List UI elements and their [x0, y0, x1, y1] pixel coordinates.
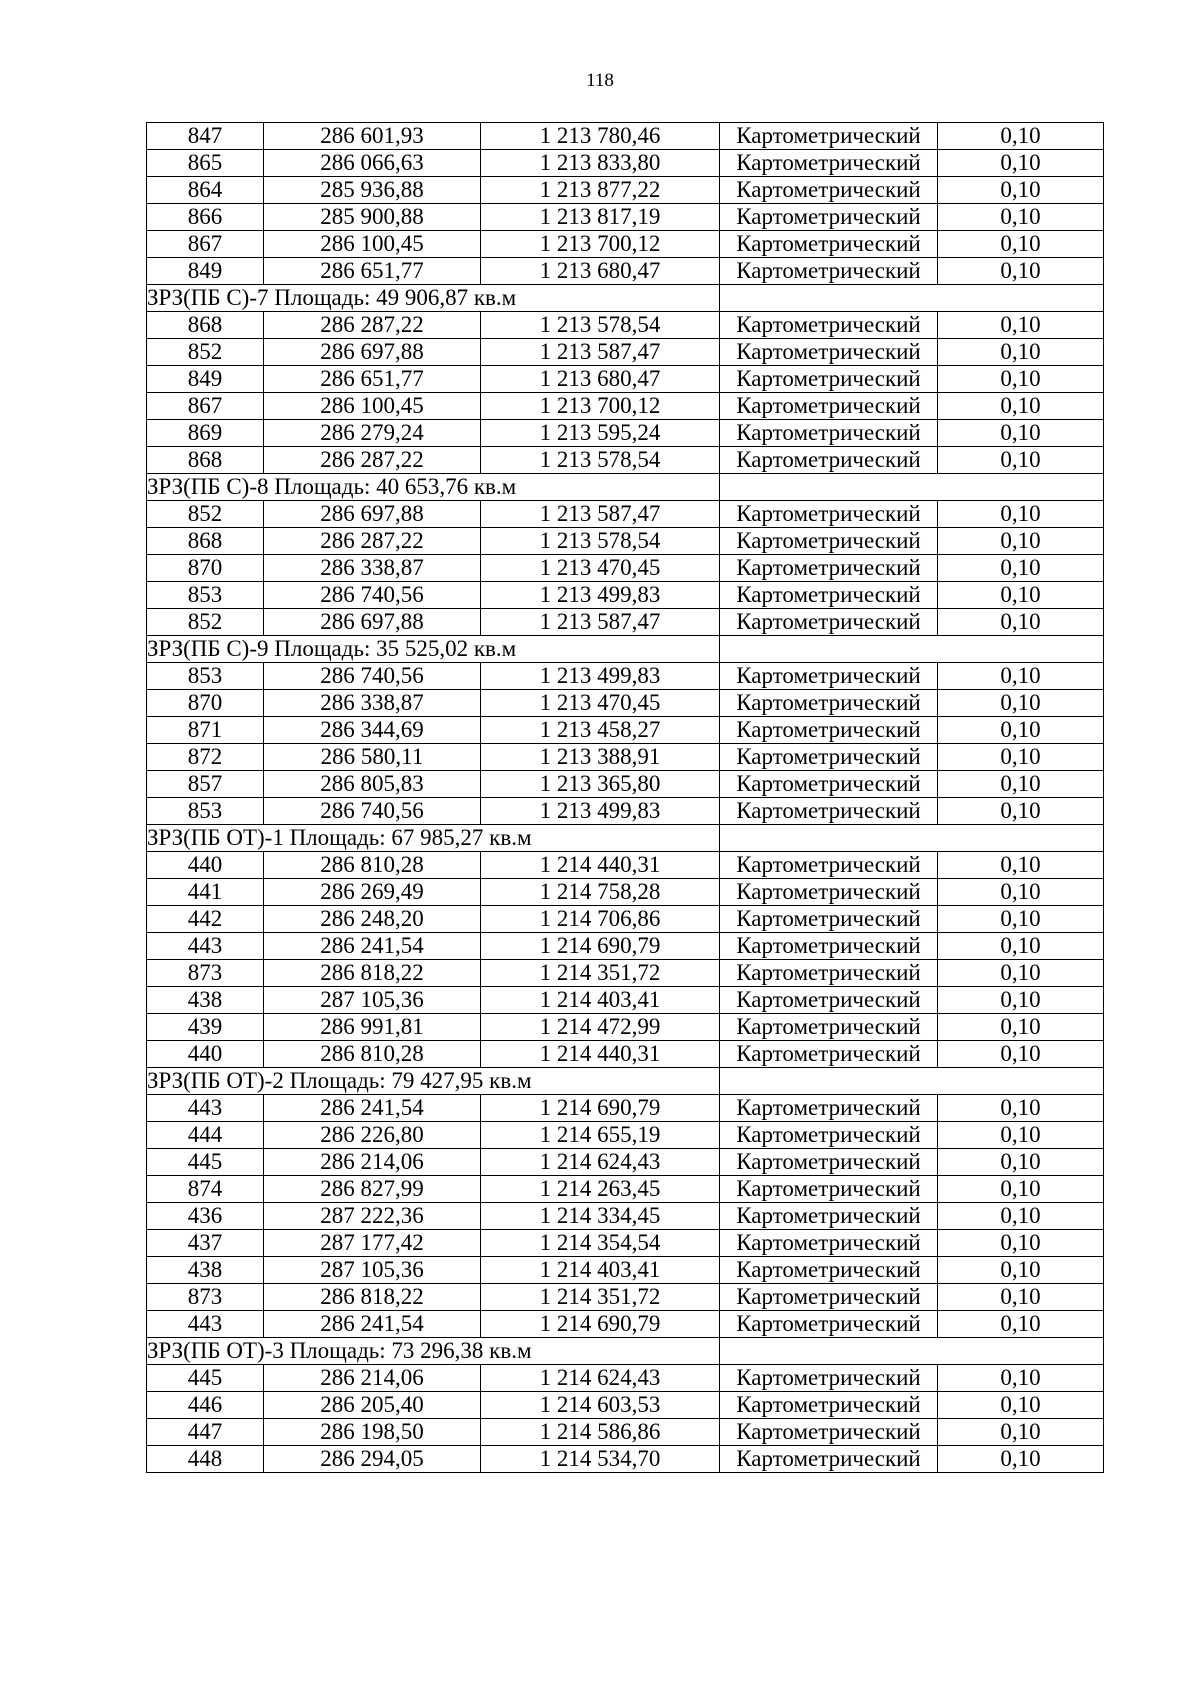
- y-coordinate-cell: 1 213 587,47: [481, 609, 720, 636]
- accuracy-cell: 0,10: [938, 690, 1104, 717]
- y-coordinate-cell: 1 214 351,72: [481, 960, 720, 987]
- accuracy-cell: 0,10: [938, 852, 1104, 879]
- table-row: [147, 528, 1104, 555]
- point-number-cell: 447: [147, 1419, 264, 1446]
- accuracy-cell: 0,10: [938, 312, 1104, 339]
- point-number-cell: 871: [147, 717, 264, 744]
- section-title: ЗРЗ(ПБ С)-8 Площадь: 40 653,76 кв.м: [147, 474, 720, 501]
- x-coordinate-cell: 286 294,05: [264, 1446, 481, 1473]
- accuracy-cell: 0,10: [938, 663, 1104, 690]
- accuracy-cell: 0,10: [938, 528, 1104, 555]
- point-number-cell: 847: [147, 123, 264, 150]
- accuracy-cell: 0,10: [938, 1149, 1104, 1176]
- y-coordinate-cell: 1 213 700,12: [481, 393, 720, 420]
- y-coordinate-cell: 1 213 470,45: [481, 690, 720, 717]
- table-row: [147, 258, 1104, 285]
- point-number-cell: 870: [147, 555, 264, 582]
- section-header-row: [147, 636, 1104, 663]
- table-row: [147, 960, 1104, 987]
- method-cell: Картометрический: [720, 1149, 938, 1176]
- accuracy-cell: 0,10: [938, 771, 1104, 798]
- x-coordinate-cell: 286 287,22: [264, 528, 481, 555]
- x-coordinate-cell: 287 105,36: [264, 1257, 481, 1284]
- method-cell: Картометрический: [720, 1203, 938, 1230]
- point-number-cell: 439: [147, 1014, 264, 1041]
- y-coordinate-cell: 1 214 354,54: [481, 1230, 720, 1257]
- point-number-cell: 443: [147, 1311, 264, 1338]
- y-coordinate-cell: 1 214 534,70: [481, 1446, 720, 1473]
- method-cell: Картометрический: [720, 501, 938, 528]
- table-row: [147, 1446, 1104, 1473]
- x-coordinate-cell: 285 900,88: [264, 204, 481, 231]
- section-title: ЗРЗ(ПБ С)-9 Площадь: 35 525,02 кв.м: [147, 636, 720, 663]
- x-coordinate-cell: 286 279,24: [264, 420, 481, 447]
- accuracy-cell: 0,10: [938, 1392, 1104, 1419]
- table-row: [147, 420, 1104, 447]
- x-coordinate-cell: 286 818,22: [264, 960, 481, 987]
- method-cell: Картометрический: [720, 1230, 938, 1257]
- table-row: [147, 1311, 1104, 1338]
- method-cell: Картометрический: [720, 1014, 938, 1041]
- x-coordinate-cell: 286 269,49: [264, 879, 481, 906]
- accuracy-cell: 0,10: [938, 933, 1104, 960]
- method-cell: Картометрический: [720, 690, 938, 717]
- section-header-row: [147, 474, 1104, 501]
- accuracy-cell: 0,10: [938, 906, 1104, 933]
- point-number-cell: 865: [147, 150, 264, 177]
- section-title: ЗРЗ(ПБ С)-7 Площадь: 49 906,87 кв.м: [147, 285, 720, 312]
- point-number-cell: 868: [147, 528, 264, 555]
- table-row: [147, 366, 1104, 393]
- table-row: [147, 852, 1104, 879]
- section-blank-cell: [720, 636, 1104, 663]
- x-coordinate-cell: 286 066,63: [264, 150, 481, 177]
- accuracy-cell: 0,10: [938, 447, 1104, 474]
- point-number-cell: 872: [147, 744, 264, 771]
- accuracy-cell: 0,10: [938, 420, 1104, 447]
- point-number-cell: 857: [147, 771, 264, 798]
- method-cell: Картометрический: [720, 150, 938, 177]
- point-number-cell: 442: [147, 906, 264, 933]
- x-coordinate-cell: 286 601,93: [264, 123, 481, 150]
- method-cell: Картометрический: [720, 555, 938, 582]
- accuracy-cell: 0,10: [938, 1203, 1104, 1230]
- y-coordinate-cell: 1 213 780,46: [481, 123, 720, 150]
- table-row: [147, 906, 1104, 933]
- y-coordinate-cell: 1 213 578,54: [481, 447, 720, 474]
- method-cell: Картометрический: [720, 258, 938, 285]
- section-blank-cell: [720, 285, 1104, 312]
- y-coordinate-cell: 1 214 624,43: [481, 1149, 720, 1176]
- section-header-row: [147, 1068, 1104, 1095]
- accuracy-cell: 0,10: [938, 339, 1104, 366]
- x-coordinate-cell: 286 651,77: [264, 366, 481, 393]
- section-blank-cell: [720, 1068, 1104, 1095]
- x-coordinate-cell: 286 100,45: [264, 231, 481, 258]
- section-header-row: [147, 285, 1104, 312]
- y-coordinate-cell: 1 214 472,99: [481, 1014, 720, 1041]
- y-coordinate-cell: 1 214 586,86: [481, 1419, 720, 1446]
- x-coordinate-cell: 287 222,36: [264, 1203, 481, 1230]
- method-cell: Картометрический: [720, 1041, 938, 1068]
- x-coordinate-cell: 286 740,56: [264, 582, 481, 609]
- accuracy-cell: 0,10: [938, 258, 1104, 285]
- table-row: [147, 717, 1104, 744]
- accuracy-cell: 0,10: [938, 1365, 1104, 1392]
- point-number-cell: 864: [147, 177, 264, 204]
- accuracy-cell: 0,10: [938, 123, 1104, 150]
- accuracy-cell: 0,10: [938, 1041, 1104, 1068]
- y-coordinate-cell: 1 214 690,79: [481, 1095, 720, 1122]
- method-cell: Картометрический: [720, 582, 938, 609]
- point-number-cell: 867: [147, 231, 264, 258]
- method-cell: Картометрический: [720, 1311, 938, 1338]
- table-row: [147, 123, 1104, 150]
- accuracy-cell: 0,10: [938, 1419, 1104, 1446]
- point-number-cell: 440: [147, 1041, 264, 1068]
- y-coordinate-cell: 1 214 758,28: [481, 879, 720, 906]
- table-row: [147, 393, 1104, 420]
- method-cell: Картометрический: [720, 933, 938, 960]
- point-number-cell: 849: [147, 258, 264, 285]
- method-cell: Картометрический: [720, 312, 938, 339]
- point-number-cell: 867: [147, 393, 264, 420]
- y-coordinate-cell: 1 214 334,45: [481, 1203, 720, 1230]
- x-coordinate-cell: 286 338,87: [264, 690, 481, 717]
- y-coordinate-cell: 1 213 499,83: [481, 663, 720, 690]
- accuracy-cell: 0,10: [938, 555, 1104, 582]
- point-number-cell: 443: [147, 1095, 264, 1122]
- y-coordinate-cell: 1 213 817,19: [481, 204, 720, 231]
- point-number-cell: 437: [147, 1230, 264, 1257]
- method-cell: Картометрический: [720, 420, 938, 447]
- method-cell: Картометрический: [720, 879, 938, 906]
- table-row: [147, 582, 1104, 609]
- table-row: [147, 447, 1104, 474]
- accuracy-cell: 0,10: [938, 1446, 1104, 1473]
- point-number-cell: 444: [147, 1122, 264, 1149]
- y-coordinate-cell: 1 213 365,80: [481, 771, 720, 798]
- accuracy-cell: 0,10: [938, 177, 1104, 204]
- point-number-cell: 443: [147, 933, 264, 960]
- method-cell: Картометрический: [720, 906, 938, 933]
- y-coordinate-cell: 1 214 624,43: [481, 1365, 720, 1392]
- table-row: [147, 1149, 1104, 1176]
- table-row: [147, 312, 1104, 339]
- y-coordinate-cell: 1 213 470,45: [481, 555, 720, 582]
- point-number-cell: 853: [147, 582, 264, 609]
- y-coordinate-cell: 1 213 877,22: [481, 177, 720, 204]
- method-cell: Картометрический: [720, 609, 938, 636]
- method-cell: Картометрический: [720, 366, 938, 393]
- point-number-cell: 438: [147, 1257, 264, 1284]
- point-number-cell: 866: [147, 204, 264, 231]
- table-row: [147, 231, 1104, 258]
- y-coordinate-cell: 1 213 833,80: [481, 150, 720, 177]
- section-header-row: [147, 1338, 1104, 1365]
- table-row: [147, 501, 1104, 528]
- x-coordinate-cell: 285 936,88: [264, 177, 481, 204]
- y-coordinate-cell: 1 214 603,53: [481, 1392, 720, 1419]
- y-coordinate-cell: 1 214 403,41: [481, 987, 720, 1014]
- point-number-cell: 438: [147, 987, 264, 1014]
- x-coordinate-cell: 286 241,54: [264, 1311, 481, 1338]
- table-row: [147, 663, 1104, 690]
- method-cell: Картометрический: [720, 717, 938, 744]
- y-coordinate-cell: 1 213 499,83: [481, 582, 720, 609]
- x-coordinate-cell: 286 991,81: [264, 1014, 481, 1041]
- table-row: [147, 1392, 1104, 1419]
- coordinates-table: [146, 122, 1104, 1473]
- x-coordinate-cell: 286 697,88: [264, 501, 481, 528]
- method-cell: Картометрический: [720, 204, 938, 231]
- x-coordinate-cell: 286 241,54: [264, 933, 481, 960]
- y-coordinate-cell: 1 213 388,91: [481, 744, 720, 771]
- y-coordinate-cell: 1 213 578,54: [481, 528, 720, 555]
- y-coordinate-cell: 1 213 458,27: [481, 717, 720, 744]
- accuracy-cell: 0,10: [938, 393, 1104, 420]
- method-cell: Картометрический: [720, 798, 938, 825]
- y-coordinate-cell: 1 213 680,47: [481, 366, 720, 393]
- y-coordinate-cell: 1 214 351,72: [481, 1284, 720, 1311]
- point-number-cell: 873: [147, 1284, 264, 1311]
- point-number-cell: 873: [147, 960, 264, 987]
- point-number-cell: 849: [147, 366, 264, 393]
- point-number-cell: 445: [147, 1365, 264, 1392]
- x-coordinate-cell: 286 810,28: [264, 1041, 481, 1068]
- method-cell: Картометрический: [720, 177, 938, 204]
- method-cell: Картометрический: [720, 987, 938, 1014]
- method-cell: Картометрический: [720, 123, 938, 150]
- point-number-cell: 852: [147, 339, 264, 366]
- accuracy-cell: 0,10: [938, 1257, 1104, 1284]
- x-coordinate-cell: 286 248,20: [264, 906, 481, 933]
- x-coordinate-cell: 286 651,77: [264, 258, 481, 285]
- table-row: [147, 987, 1104, 1014]
- x-coordinate-cell: 287 177,42: [264, 1230, 481, 1257]
- accuracy-cell: 0,10: [938, 150, 1104, 177]
- y-coordinate-cell: 1 214 440,31: [481, 1041, 720, 1068]
- table-row: [147, 879, 1104, 906]
- accuracy-cell: 0,10: [938, 1014, 1104, 1041]
- table-row: [147, 1014, 1104, 1041]
- accuracy-cell: 0,10: [938, 501, 1104, 528]
- x-coordinate-cell: 286 287,22: [264, 447, 481, 474]
- accuracy-cell: 0,10: [938, 1230, 1104, 1257]
- point-number-cell: 868: [147, 447, 264, 474]
- section-title: ЗРЗ(ПБ ОТ)-1 Площадь: 67 985,27 кв.м: [147, 825, 720, 852]
- x-coordinate-cell: 286 818,22: [264, 1284, 481, 1311]
- accuracy-cell: 0,10: [938, 366, 1104, 393]
- section-blank-cell: [720, 1338, 1104, 1365]
- point-number-cell: 448: [147, 1446, 264, 1473]
- table-row: [147, 609, 1104, 636]
- y-coordinate-cell: 1 213 700,12: [481, 231, 720, 258]
- y-coordinate-cell: 1 214 690,79: [481, 1311, 720, 1338]
- table-row: [147, 1419, 1104, 1446]
- point-number-cell: 874: [147, 1176, 264, 1203]
- table-row: [147, 1095, 1104, 1122]
- method-cell: Картометрический: [720, 393, 938, 420]
- table-row: [147, 690, 1104, 717]
- method-cell: Картометрический: [720, 447, 938, 474]
- method-cell: Картометрический: [720, 528, 938, 555]
- table-row: [147, 798, 1104, 825]
- section-title: ЗРЗ(ПБ ОТ)-2 Площадь: 79 427,95 кв.м: [147, 1068, 720, 1095]
- x-coordinate-cell: 286 198,50: [264, 1419, 481, 1446]
- table-row: [147, 339, 1104, 366]
- point-number-cell: 440: [147, 852, 264, 879]
- y-coordinate-cell: 1 213 680,47: [481, 258, 720, 285]
- accuracy-cell: 0,10: [938, 204, 1104, 231]
- x-coordinate-cell: 286 827,99: [264, 1176, 481, 1203]
- accuracy-cell: 0,10: [938, 987, 1104, 1014]
- table-row: [147, 1257, 1104, 1284]
- method-cell: Картометрический: [720, 1365, 938, 1392]
- y-coordinate-cell: 1 214 690,79: [481, 933, 720, 960]
- coordinates-table-body: [147, 123, 1104, 1473]
- method-cell: Картометрический: [720, 1446, 938, 1473]
- table-row: [147, 771, 1104, 798]
- accuracy-cell: 0,10: [938, 231, 1104, 258]
- point-number-cell: 441: [147, 879, 264, 906]
- method-cell: Картометрический: [720, 1284, 938, 1311]
- point-number-cell: 436: [147, 1203, 264, 1230]
- accuracy-cell: 0,10: [938, 1122, 1104, 1149]
- point-number-cell: 446: [147, 1392, 264, 1419]
- y-coordinate-cell: 1 214 403,41: [481, 1257, 720, 1284]
- table-row: [147, 1122, 1104, 1149]
- x-coordinate-cell: 286 580,11: [264, 744, 481, 771]
- method-cell: Картометрический: [720, 1122, 938, 1149]
- section-title: ЗРЗ(ПБ ОТ)-3 Площадь: 73 296,38 кв.м: [147, 1338, 720, 1365]
- table-row: [147, 933, 1104, 960]
- section-blank-cell: [720, 825, 1104, 852]
- method-cell: Картометрический: [720, 1392, 938, 1419]
- y-coordinate-cell: 1 213 578,54: [481, 312, 720, 339]
- x-coordinate-cell: 286 226,80: [264, 1122, 481, 1149]
- y-coordinate-cell: 1 214 440,31: [481, 852, 720, 879]
- x-coordinate-cell: 286 344,69: [264, 717, 481, 744]
- method-cell: Картометрический: [720, 1176, 938, 1203]
- table-row: [147, 1365, 1104, 1392]
- x-coordinate-cell: 286 697,88: [264, 339, 481, 366]
- point-number-cell: 868: [147, 312, 264, 339]
- accuracy-cell: 0,10: [938, 1095, 1104, 1122]
- point-number-cell: 853: [147, 663, 264, 690]
- method-cell: Картометрический: [720, 744, 938, 771]
- accuracy-cell: 0,10: [938, 960, 1104, 987]
- method-cell: Картометрический: [720, 852, 938, 879]
- y-coordinate-cell: 1 214 263,45: [481, 1176, 720, 1203]
- y-coordinate-cell: 1 213 587,47: [481, 339, 720, 366]
- x-coordinate-cell: 286 740,56: [264, 798, 481, 825]
- accuracy-cell: 0,10: [938, 1176, 1104, 1203]
- x-coordinate-cell: 286 214,06: [264, 1365, 481, 1392]
- accuracy-cell: 0,10: [938, 798, 1104, 825]
- table-row: [147, 555, 1104, 582]
- table-row: [147, 1284, 1104, 1311]
- x-coordinate-cell: 286 740,56: [264, 663, 481, 690]
- x-coordinate-cell: 286 805,83: [264, 771, 481, 798]
- method-cell: Картометрический: [720, 339, 938, 366]
- point-number-cell: 853: [147, 798, 264, 825]
- y-coordinate-cell: 1 213 587,47: [481, 501, 720, 528]
- x-coordinate-cell: 286 205,40: [264, 1392, 481, 1419]
- y-coordinate-cell: 1 214 706,86: [481, 906, 720, 933]
- x-coordinate-cell: 286 287,22: [264, 312, 481, 339]
- x-coordinate-cell: 286 241,54: [264, 1095, 481, 1122]
- x-coordinate-cell: 287 105,36: [264, 987, 481, 1014]
- accuracy-cell: 0,10: [938, 717, 1104, 744]
- section-blank-cell: [720, 474, 1104, 501]
- accuracy-cell: 0,10: [938, 1311, 1104, 1338]
- table-row: [147, 744, 1104, 771]
- point-number-cell: 870: [147, 690, 264, 717]
- x-coordinate-cell: 286 810,28: [264, 852, 481, 879]
- table-row: [147, 1203, 1104, 1230]
- method-cell: Картометрический: [720, 1419, 938, 1446]
- x-coordinate-cell: 286 338,87: [264, 555, 481, 582]
- table-row: [147, 1230, 1104, 1257]
- point-number-cell: 852: [147, 609, 264, 636]
- method-cell: Картометрический: [720, 771, 938, 798]
- x-coordinate-cell: 286 100,45: [264, 393, 481, 420]
- accuracy-cell: 0,10: [938, 1284, 1104, 1311]
- x-coordinate-cell: 286 214,06: [264, 1149, 481, 1176]
- accuracy-cell: 0,10: [938, 582, 1104, 609]
- accuracy-cell: 0,10: [938, 879, 1104, 906]
- point-number-cell: 869: [147, 420, 264, 447]
- accuracy-cell: 0,10: [938, 609, 1104, 636]
- page-number: 118: [586, 70, 614, 91]
- table-row: [147, 177, 1104, 204]
- section-header-row: [147, 825, 1104, 852]
- y-coordinate-cell: 1 213 595,24: [481, 420, 720, 447]
- accuracy-cell: 0,10: [938, 744, 1104, 771]
- method-cell: Картометрический: [720, 1095, 938, 1122]
- method-cell: Картометрический: [720, 1257, 938, 1284]
- method-cell: Картометрический: [720, 960, 938, 987]
- table-row: [147, 1041, 1104, 1068]
- x-coordinate-cell: 286 697,88: [264, 609, 481, 636]
- method-cell: Картометрический: [720, 231, 938, 258]
- y-coordinate-cell: 1 213 499,83: [481, 798, 720, 825]
- table-row: [147, 204, 1104, 231]
- point-number-cell: 852: [147, 501, 264, 528]
- method-cell: Картометрический: [720, 663, 938, 690]
- table-row: [147, 150, 1104, 177]
- point-number-cell: 445: [147, 1149, 264, 1176]
- y-coordinate-cell: 1 214 655,19: [481, 1122, 720, 1149]
- table-row: [147, 1176, 1104, 1203]
